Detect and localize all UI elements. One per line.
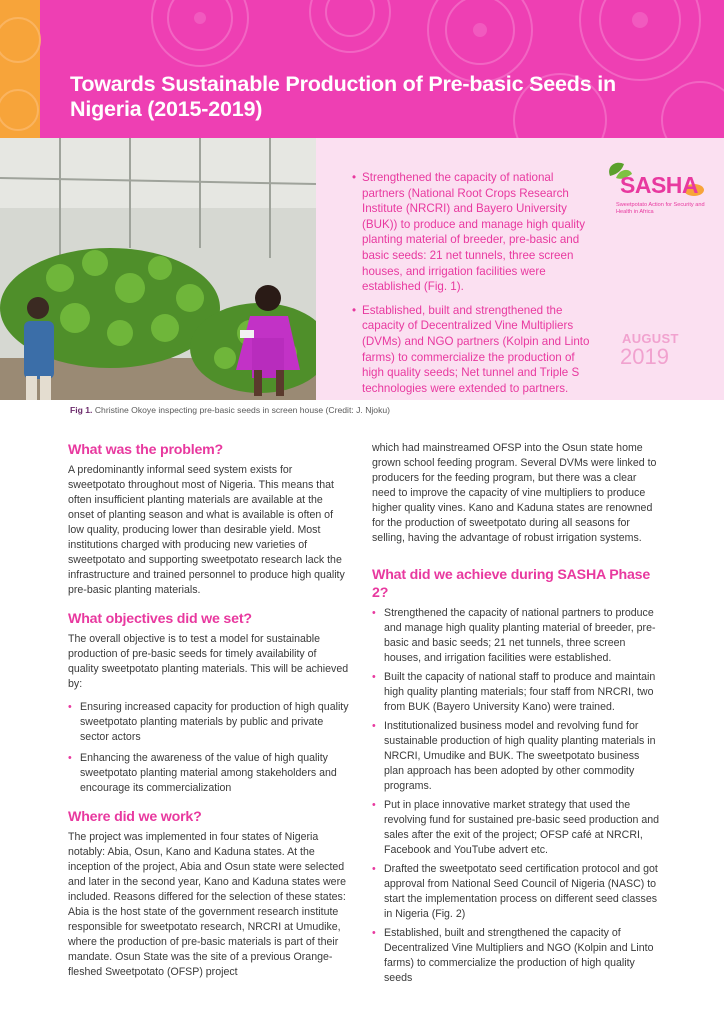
achieve-heading: What did we achieve during SASHA Phase 2? bbox=[372, 567, 651, 601]
list-item: • Built the capacity of national staff to produce and maintain high quality planting materials; four staff from NRCRI, two from BUK (Bayero University Kano) were trained. bbox=[372, 670, 662, 715]
objectives-text: The overall objective is to test a model for sustainable production of pre-basic seeds for timely availability of quality sweetpotato planting materials. This will be achieved by: bbox=[68, 633, 349, 690]
issue-month: AUGUST bbox=[622, 331, 679, 346]
list-item: • Institutionalized business model and revolving fund for sustainable production of high quality planting materials in NRCRI, Umudike and BUK. The sweetpotato business plan approach has been adopted by other commodity programs. bbox=[372, 719, 662, 794]
issue-year: 2019 bbox=[620, 344, 669, 369]
summary-list bbox=[352, 170, 592, 404]
summary-item: • Established, built and strengthened the capacity of Decentralized Vine Multipliers (DVMs) and NGO partners (Kolpin and Linto farms) to commercialize the production of high quality seeds; Net tunnel and Triple S technologies were extended to partners. bbox=[352, 303, 592, 397]
right-column bbox=[372, 441, 662, 986]
where-heading: Where did we work? bbox=[68, 809, 202, 825]
list-item: • Established, built and strengthened the capacity of Decentralized Vine Multipliers and NGO (Kolpin and Linto farms) to commercialize the production of high quality seeds bbox=[372, 926, 662, 986]
where-text-continued: which had mainstreamed OFSP into the Osun state home grown school feeding program. Several DVMs were linked to producers for the feeding program, but there was a clear need to improve the capacity of vine multipliers to produce higher quality vines. Kano and Kaduna states are renowned for the production of sweetpotato during all seasons for selling, having the advantage of robust irrigation systems. bbox=[372, 442, 657, 544]
logo-tagline: Sweetpotato Action for Security and Health in Africa bbox=[616, 202, 705, 215]
list-item: • Strengthened the capacity of national partners to produce and manage high quality planting material of breeder, pre-basic and basic seeds; 21 net tunnels, three screen houses, and irrigation facilities were established. bbox=[372, 606, 662, 666]
list-item: • Enhancing the awareness of the value of high quality sweetpotato planting material among stakeholders and encourage its commercialization bbox=[68, 751, 350, 796]
figure-caption-text: Christine Okoye inspecting pre-basic seeds in screen house (Credit: J. Njoku) bbox=[94, 405, 391, 415]
page-title: Towards Sustainable Production of Pre-basic Seeds in Nigeria (2015-2019) bbox=[70, 72, 616, 121]
where-text: The project was implemented in four states of Nigeria notably: Abia, Osun, Kano and Kaduna states. At the inception of the project, Abia and Osun state were selected and later in the second year, Kano and Kaduna states were included. Reasons differed for the selection of these states: Abia is the host state of the government research institute responsible for sweetpotato research, NRCRI at Umudike, where the production of pre-basic materials is part of their mandate. Osun State was the site of a previous Orange-fleshed Sweetpotato (OFSP) project bbox=[68, 831, 346, 978]
objectives-heading: What objectives did we set? bbox=[68, 611, 252, 627]
screen-house-photo bbox=[0, 138, 316, 400]
problem-text: A predominantly informal seed system exists for sweetpotato throughout most of Nigeria. This means that often insufficient planting materials are available at the onset of planting season and what is available is often of low quality, producing lower than desirable yield. Most institutions charged with producing new varieties of sweetpotato and supporting sweetpotato research lack the infrastructure and trained personnel to produce high quality pre-basic planting materials. bbox=[68, 464, 345, 596]
list-item: • Drafted the sweetpotato seed certification protocol and got approval from National Seed Council of Nigeria (NASC) to start the implementation process on different seed classes in Nigeria (Fig. 2) bbox=[372, 862, 662, 922]
list-item: • Put in place innovative market strategy that used the revolving fund for sustained pre-basic seed production and sales after the exit of the project; OFSP café at NRCRI, Facebook and YouTube advert etc. bbox=[372, 798, 662, 858]
list-item: • Ensuring increased capacity for production of high quality sweetpotato planting materials by public and private sector actors bbox=[68, 700, 350, 745]
sasha-logo bbox=[602, 158, 714, 220]
objectives-list bbox=[68, 700, 350, 796]
header-banner bbox=[0, 0, 724, 138]
figure-label: Fig 1. bbox=[70, 405, 93, 415]
summary-panel bbox=[316, 138, 724, 400]
problem-heading: What was the problem? bbox=[68, 442, 224, 458]
logo-wordmark: SASHA bbox=[620, 172, 699, 198]
left-column bbox=[68, 441, 350, 980]
summary-item: • Strengthened the capacity of national partners (National Root Crops Research Institute (NRCRI) and Bayero University (BUK)) to produce and manage high quality planting material of breeder, pre-basic and basic seeds: 21 net tunnels, three screen houses, and irrigation facilities were established (Fig. 1). bbox=[352, 170, 592, 295]
achievements-list bbox=[372, 606, 662, 986]
figure-caption bbox=[70, 405, 390, 415]
photo-illustration bbox=[0, 138, 316, 400]
